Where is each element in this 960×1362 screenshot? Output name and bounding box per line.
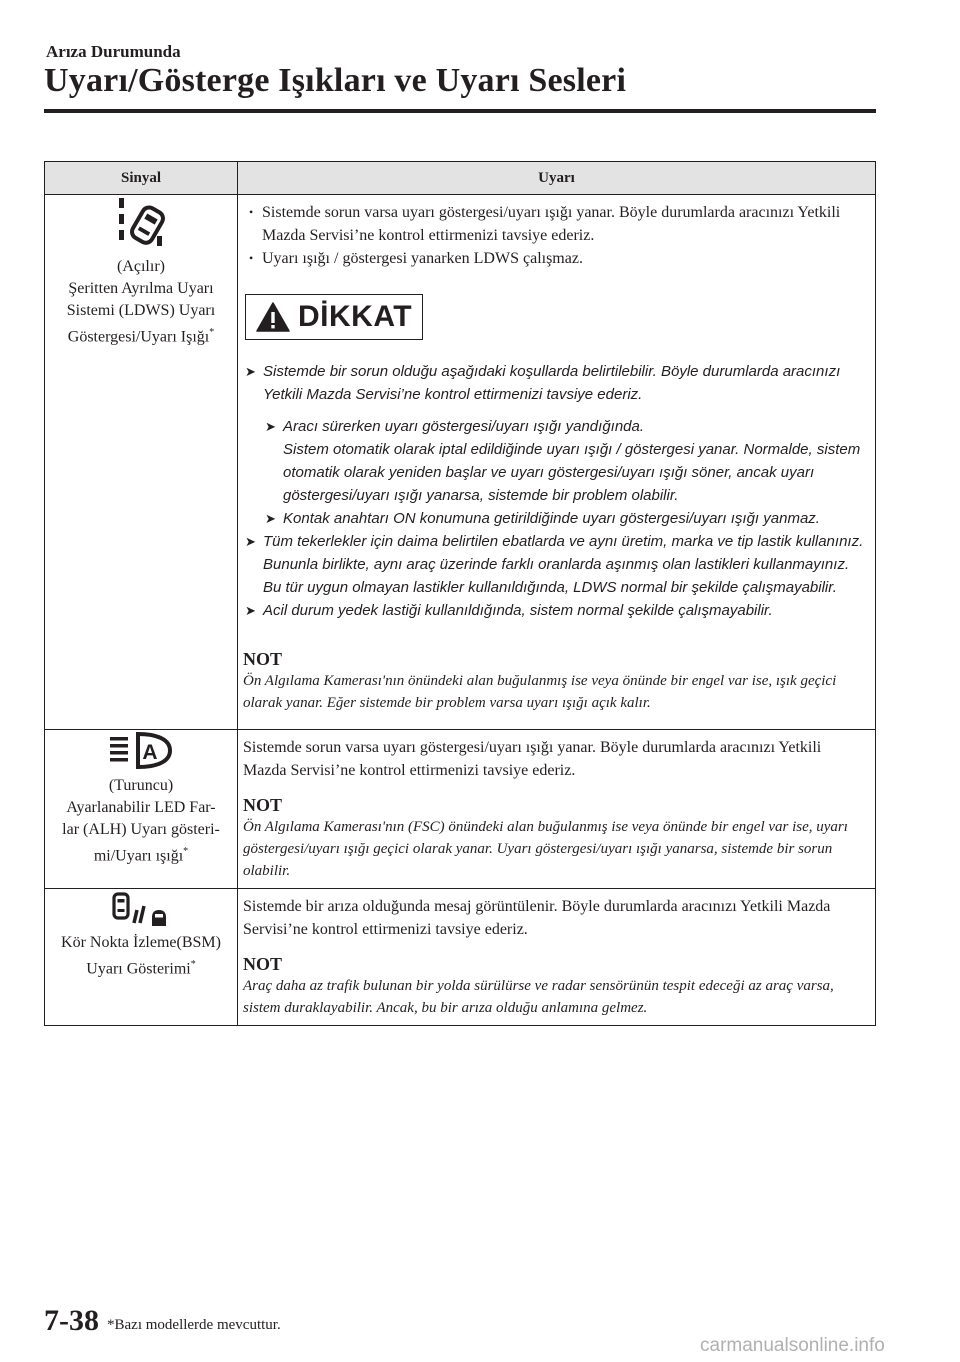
signal-label-line: Sistemi (LDWS) Uyarı [66, 302, 216, 319]
page-number: 7-38 [44, 1304, 99, 1337]
availability-asterisk: * [209, 327, 215, 338]
note-heading: NOT [243, 954, 283, 974]
availability-asterisk: * [183, 846, 189, 857]
column-header-warning: Uyarı [238, 162, 876, 195]
availability-asterisk: * [190, 959, 196, 970]
lane-departure-warning-icon [117, 196, 165, 252]
table-header-row [45, 162, 876, 195]
arrow-icon: ➤ [245, 534, 256, 549]
note-heading: NOT [243, 795, 283, 815]
arrow-icon: ➤ [265, 511, 276, 526]
adaptive-led-headlight-icon [108, 731, 174, 771]
signal-label-line: Göstergesi/Uyarı Işığı* [67, 327, 215, 346]
warning-cell [238, 889, 876, 1026]
signal-label-line: (Açılır) [117, 258, 165, 275]
signal-label-line: lar (ALH) Uyarı gösteri- [62, 821, 220, 838]
list-item: • Uyarı ışığı / göstergesi yanarken LDWS çalışmaz. [243, 247, 868, 270]
caution-subitem: ➤ Aracı sürerken uyarı göstergesi/uyarı ışığı yandığında. Sistem otomatik olarak iptal edildiğinde uyarı ışığı / göstergesi yanar. Normalde, sistem otomatik olarak yeniden başlar ve uyarı göstergesi/uyarı ışığı söner, ancak uyarı göstergesi/uyarı ışığı yanarsa, sistemde bir problem olabilir. [243, 415, 868, 507]
caution-box [245, 294, 423, 340]
list-item: • Sistemde sorun varsa uyarı göstergesi/uyarı ışığı yanar. Böyle durumlarda aracınızı Yetkili Mazda Servisi’ne kontrol ettirmenizi tavsiye ederiz. [243, 201, 868, 247]
warning-text: Sistemde sorun varsa uyarı göstergesi/uyarı ışığı yanar. Böyle durumlarda aracınızı Yetkili Mazda Servisi’ne kontrol ettirmenizi tavsiye ederiz. [243, 739, 822, 779]
watermark: carmanualsonline.info [700, 1335, 885, 1356]
signal-cell [45, 889, 238, 1026]
arrow-icon: ➤ [245, 364, 256, 379]
signal-label-line: Uyarı Gösterimi* [86, 959, 196, 978]
signal-label-line: Ayarlanabilir LED Far- [66, 799, 216, 816]
signal-label-line: (Turuncu) [108, 777, 174, 794]
note-text: Ön Algılama Kamerası'nın (FSC) önündeki alan buğulanmış ise veya önünde bir engel var ise, uyarı göstergesi/uyarı ışığı geçici olarak yanar. Uyarı göstergesi/uyarı ışığı yanarsa, sistemde bir sorun olabilir. [243, 819, 848, 879]
signal-cell [45, 730, 238, 889]
warning-text: Sistemde bir arıza olduğunda mesaj görüntülenir. Böyle durumlarda aracınızı Yetkili Mazda Servisi’ne kontrol ettirmenizi tavsiye ederiz. [243, 898, 831, 938]
svg-text:A: A [142, 741, 158, 764]
footnote: *Bazı modellerde mevcuttur. [107, 1317, 281, 1333]
caution-item: ➤ Tüm tekerlekler için daima belirtilen ebatlarda ve aynı üretim, marka ve tip lastik kullanınız. Bununla birlikte, aynı araç üzerinde farklı oranlarda aşınmış olan lastikleri kullanmayınız. Bu tür uygun olmayan lastikler kullanıldığında, LDWS normal bir şekilde çalışmayabilir. [243, 530, 868, 599]
section-label: Arıza Durumunda [46, 42, 181, 61]
blind-spot-monitoring-icon [112, 890, 170, 928]
caution-item: ➤ Sistemde bir sorun olduğu aşağıdaki koşullarda belirtilebilir. Böyle durumlarda aracınızı Yetkili Mazda Servisi’ne kontrol ettirmenizi tavsiye ederiz. [243, 360, 868, 406]
signal-label-line: Kör Nokta İzleme(BSM) [61, 934, 221, 951]
note-heading: NOT [243, 649, 283, 669]
arrow-icon: ➤ [245, 603, 256, 618]
caution-label: DİKKAT [298, 300, 413, 333]
note-text: Araç daha az trafik bulunan bir yolda sürülürse ve radar sensörünün tespit edeceği az araç varsa, sistem duraklayabilir. Ancak, bu bir arıza olduğu anlamına gelmez. [243, 978, 834, 1016]
warning-table [44, 161, 876, 1026]
title-rule [44, 109, 876, 113]
signal-label-line: mi/Uyarı ışığı* [93, 846, 189, 865]
table-row [45, 889, 876, 1026]
column-header-signal: Sinyal [45, 162, 238, 195]
caution-item: ➤ Acil durum yedek lastiği kullanıldığında, sistem normal şekilde çalışmayabilir. [243, 599, 868, 622]
arrow-icon: ➤ [265, 419, 276, 434]
caution-subitem: ➤ Kontak anahtarı ON konumuna getirildiğinde uyarı göstergesi/uyarı ışığı yanmaz. [243, 507, 868, 530]
signal-label-line: Şeritten Ayrılma Uyarı [68, 280, 214, 297]
bullet-list [243, 201, 868, 270]
warning-triangle-icon [256, 302, 290, 332]
table-row [45, 730, 876, 889]
page-title: Uyarı/Gösterge Işıkları ve Uyarı Sesleri [44, 62, 627, 99]
warning-cell [238, 195, 876, 730]
note-text: Ön Algılama Kamerası'nın önündeki alan buğulanmış ise veya önünde bir engel var ise, ışık geçici olarak yanar. Eğer sistemde bir problem varsa uyarı ışığı açık kalır. [243, 673, 837, 711]
signal-cell [45, 195, 238, 730]
table-row [45, 195, 876, 730]
warning-cell [238, 730, 876, 889]
